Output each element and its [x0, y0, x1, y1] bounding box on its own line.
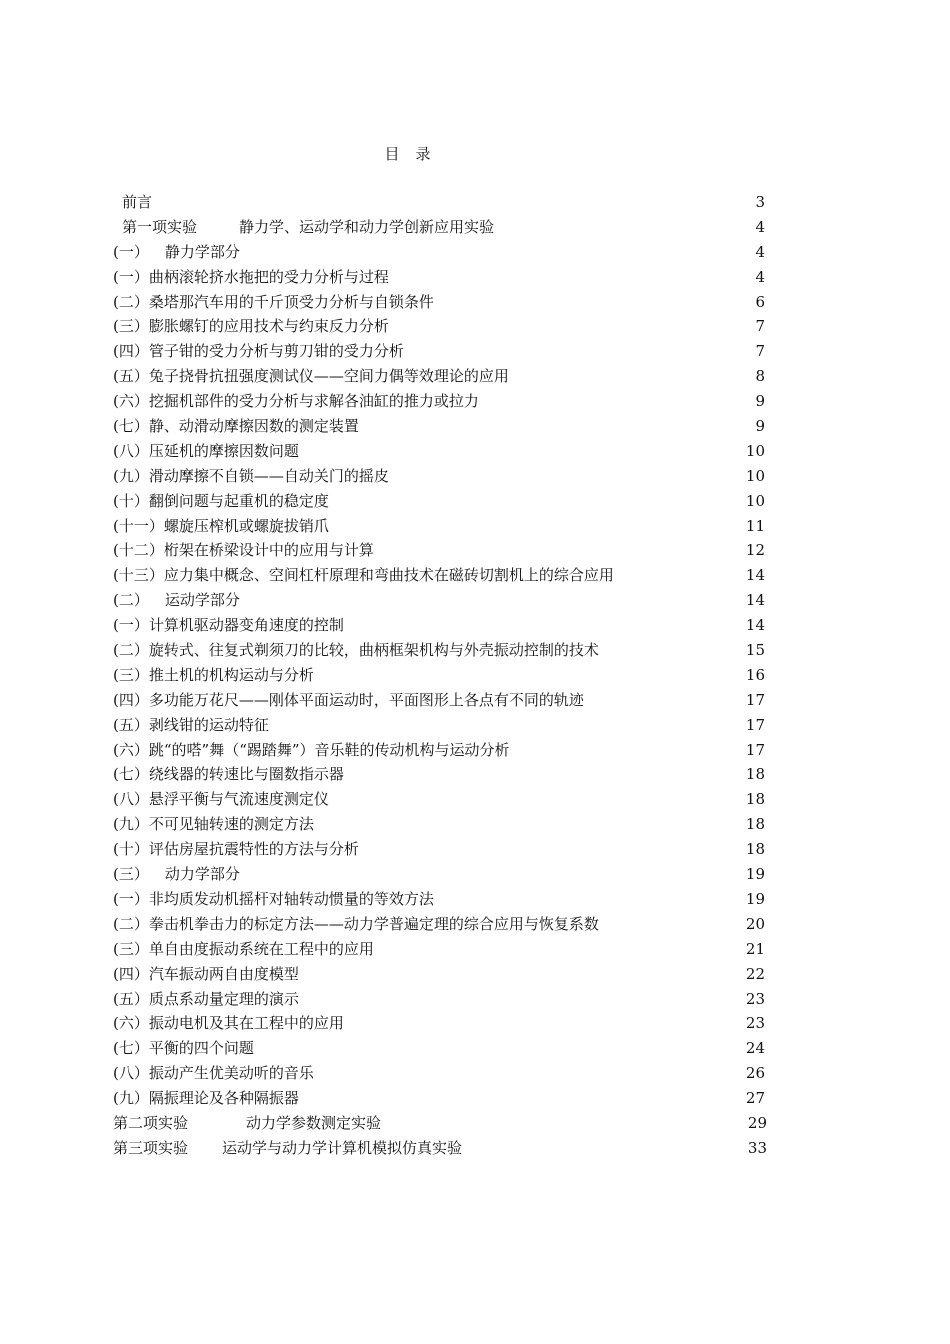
toc-entry[interactable] [0, 688, 950, 713]
toc-entry-page: 21 [745, 939, 765, 958]
toc-section[interactable] [0, 862, 950, 887]
toc-entry-label: (十三）应力集中概念、空间杠杆原理和弯曲技术在磁砖切割机上的综合应用 [113, 566, 614, 585]
toc-entry-subtitle: 静力学部分 [164, 242, 240, 261]
toc-entry-page: 33 [747, 1138, 767, 1157]
toc-entry[interactable] [0, 339, 950, 364]
toc-entry[interactable] [0, 389, 950, 414]
toc-entry[interactable] [0, 1136, 950, 1161]
toc-entry-page: 14 [745, 591, 765, 610]
toc-entry[interactable] [0, 1061, 950, 1086]
toc-entry-page: 4 [755, 267, 765, 286]
toc-entry[interactable] [0, 762, 950, 787]
toc-entry-page: 18 [745, 815, 765, 834]
toc-entry[interactable] [0, 912, 950, 937]
toc-entry-page: 26 [745, 1064, 765, 1083]
toc-entry-label: (七）静、动滑动摩擦因数的测定装置 [113, 417, 359, 436]
toc-entry-page: 3 [755, 193, 765, 211]
toc-entry-page: 11 [745, 516, 765, 535]
toc-entry-label: (八）悬浮平衡与气流速度测定仪 [113, 790, 329, 809]
toc-entry-label: (十二）桁架在桥梁设计中的应用与计算 [113, 541, 374, 560]
toc-entry-label: (一） [113, 242, 149, 261]
toc-entry-page: 15 [745, 641, 765, 660]
toc-entry[interactable] [0, 190, 950, 215]
toc-entry[interactable] [0, 290, 950, 315]
toc-entry-subtitle: 运动学与动力学计算机模拟仿真实验 [222, 1138, 463, 1157]
toc-entry-label: (四）汽车振动两自由度模型 [113, 964, 299, 983]
toc-entry-label: (六）跳“的嗒”舞（“踢踏舞”）音乐鞋的传动机构与运动分析 [113, 740, 510, 759]
toc-entry-page: 4 [755, 217, 765, 236]
toc-entry-page: 17 [745, 690, 765, 709]
toc-entry-label: (九）隔振理论及各种隔振器 [113, 1089, 299, 1108]
toc-entry-label: (九）滑动摩擦不自锁——自动关门的摇皮 [113, 466, 389, 485]
toc-entry-page: 23 [745, 1014, 765, 1033]
toc-entry-subtitle: 静力学、运动学和动力学创新应用实验 [239, 217, 495, 236]
toc-entry[interactable] [0, 787, 950, 812]
toc-entry-label: (三）膨胀螺钉的应用技术与约束反力分析 [113, 317, 389, 336]
toc-entry-label: (二）桑塔那汽车用的千斤顶受力分析与自锁条件 [113, 292, 434, 311]
toc-entry-label: (一）计算机驱动器变角速度的控制 [113, 616, 344, 635]
toc-entry[interactable] [0, 464, 950, 489]
toc-entry[interactable] [0, 812, 950, 837]
toc-entry-label: 前言 [122, 193, 153, 211]
toc-entry[interactable] [0, 663, 950, 688]
toc-entry[interactable] [0, 414, 950, 439]
toc-entry-label: (五）剥线钳的运动特征 [113, 715, 269, 734]
toc-entry-label: (五）兔子挠骨抗扭强度测试仪——空间力偶等效理论的应用 [113, 367, 509, 386]
toc-entry-page: 18 [745, 840, 765, 859]
toc-title-left: 目 [384, 145, 400, 163]
toc-entry[interactable] [0, 538, 950, 563]
toc-entry-label: (二）旋转式、往复式剃须刀的比较，曲柄框架机构与外壳振动控制的技术 [113, 641, 599, 660]
toc-entry[interactable] [0, 514, 950, 539]
toc-section[interactable] [0, 240, 950, 265]
toc-entry-page: 7 [755, 342, 765, 361]
toc-entry[interactable] [0, 987, 950, 1012]
toc-entry-page: 10 [745, 466, 765, 485]
toc-entry-page: 14 [745, 566, 765, 585]
toc-entry-label: (八）压延机的摩擦因数问题 [113, 441, 299, 460]
toc-entry[interactable] [0, 937, 950, 962]
toc-entry-page: 9 [755, 392, 765, 411]
toc-entry-page: 7 [755, 317, 765, 336]
toc-entry-page: 22 [745, 964, 765, 983]
toc-entry-page: 8 [755, 367, 765, 386]
toc-entry-label: (三）推土机的机构运动与分析 [113, 665, 314, 684]
toc-entry-page: 20 [745, 914, 765, 933]
toc-entry-label: (五）质点系动量定理的演示 [113, 989, 299, 1008]
toc-entry-page: 4 [755, 242, 765, 261]
toc-entry-page: 17 [745, 715, 765, 734]
toc-entry-label: (三）单自由度振动系统在工程中的应用 [113, 939, 374, 958]
toc-entry-page: 14 [745, 616, 765, 635]
toc-entry-label: (七）绕线器的转速比与圈数指示器 [113, 765, 344, 784]
toc-entry-label: (十）评估房屋抗震特性的方法与分析 [113, 840, 359, 859]
toc-entry-label: 第三项实验 [113, 1138, 189, 1157]
toc-entry-page: 6 [755, 292, 765, 311]
toc-entry-page: 27 [745, 1089, 765, 1108]
toc-entry-label: (二）拳击机拳击力的标定方法——动力学普遍定理的综合应用与恢复系数 [113, 914, 599, 933]
toc-entry[interactable] [0, 1086, 950, 1111]
toc-entry-subtitle: 动力学部分 [164, 865, 240, 884]
toc-entry[interactable] [0, 638, 950, 663]
toc-title [0, 143, 815, 164]
toc-entry-label: (六）挖掘机部件的受力分析与求解各油缸的推力或拉力 [113, 392, 479, 411]
toc-entry-label: (四）管子钳的受力分析与剪刀钳的受力分析 [113, 342, 404, 361]
toc-entry[interactable] [0, 1011, 950, 1036]
toc-entry[interactable] [0, 887, 950, 912]
toc-entry-label: (三） [113, 865, 149, 884]
toc-entry-page: 17 [745, 740, 765, 759]
toc-entry-label: (二） [113, 591, 149, 610]
toc-entry[interactable] [0, 215, 950, 240]
toc-title-right: 录 [415, 145, 431, 163]
toc-list [0, 190, 950, 1161]
toc-entry-page: 29 [747, 1113, 767, 1132]
toc-entry-label: (八）振动产生优美动听的音乐 [113, 1064, 314, 1083]
toc-entry[interactable] [0, 837, 950, 862]
toc-entry-page: 24 [745, 1039, 765, 1058]
toc-entry-page: 18 [745, 765, 765, 784]
toc-entry-label: (六）振动电机及其在工程中的应用 [113, 1014, 344, 1033]
toc-entry[interactable] [0, 364, 950, 389]
toc-entry-page: 19 [745, 865, 765, 884]
toc-entry-page: 18 [745, 790, 765, 809]
toc-entry-label: (七）平衡的四个问题 [113, 1039, 254, 1058]
toc-entry-page: 16 [745, 665, 765, 684]
toc-section[interactable] [0, 588, 950, 613]
toc-entry-label: 第二项实验 [113, 1113, 189, 1132]
toc-entry-page: 9 [755, 417, 765, 436]
toc-entry-subtitle: 运动学部分 [164, 591, 240, 610]
toc-entry-page: 10 [745, 491, 765, 510]
toc-entry[interactable] [0, 613, 950, 638]
toc-entry[interactable] [0, 265, 950, 290]
toc-entry[interactable] [0, 738, 950, 763]
toc-entry[interactable] [0, 1036, 950, 1061]
toc-entry[interactable] [0, 1111, 950, 1136]
toc-entry-label: (一）非均质发动机摇杆对轴转动惯量的等效方法 [113, 889, 434, 908]
toc-entry-label: (一）曲柄滚轮挤水拖把的受力分析与过程 [113, 267, 389, 286]
toc-entry-page: 19 [745, 889, 765, 908]
toc-entry[interactable] [0, 713, 950, 738]
toc-entry[interactable] [0, 962, 950, 987]
toc-entry[interactable] [0, 314, 950, 339]
toc-entry-page: 12 [745, 541, 765, 560]
toc-entry-label: (十）翻倒问题与起重机的稳定度 [113, 491, 329, 510]
toc-entry[interactable] [0, 563, 950, 588]
toc-entry-subtitle: 动力学参数测定实验 [246, 1113, 382, 1132]
toc-entry-label: (十一）螺旋压榨机或螺旋拔销爪 [113, 516, 329, 535]
toc-entry-label: (四）多功能万花尺——刚体平面运动时，平面图形上各点有不同的轨迹 [113, 690, 584, 709]
toc-entry[interactable] [0, 489, 950, 514]
toc-entry-page: 23 [745, 989, 765, 1008]
toc-entry-page: 10 [745, 441, 765, 460]
toc-entry-label: (九）不可见轴转速的测定方法 [113, 815, 314, 834]
toc-entry-label: 第一项实验 [122, 217, 198, 236]
toc-entry[interactable] [0, 439, 950, 464]
